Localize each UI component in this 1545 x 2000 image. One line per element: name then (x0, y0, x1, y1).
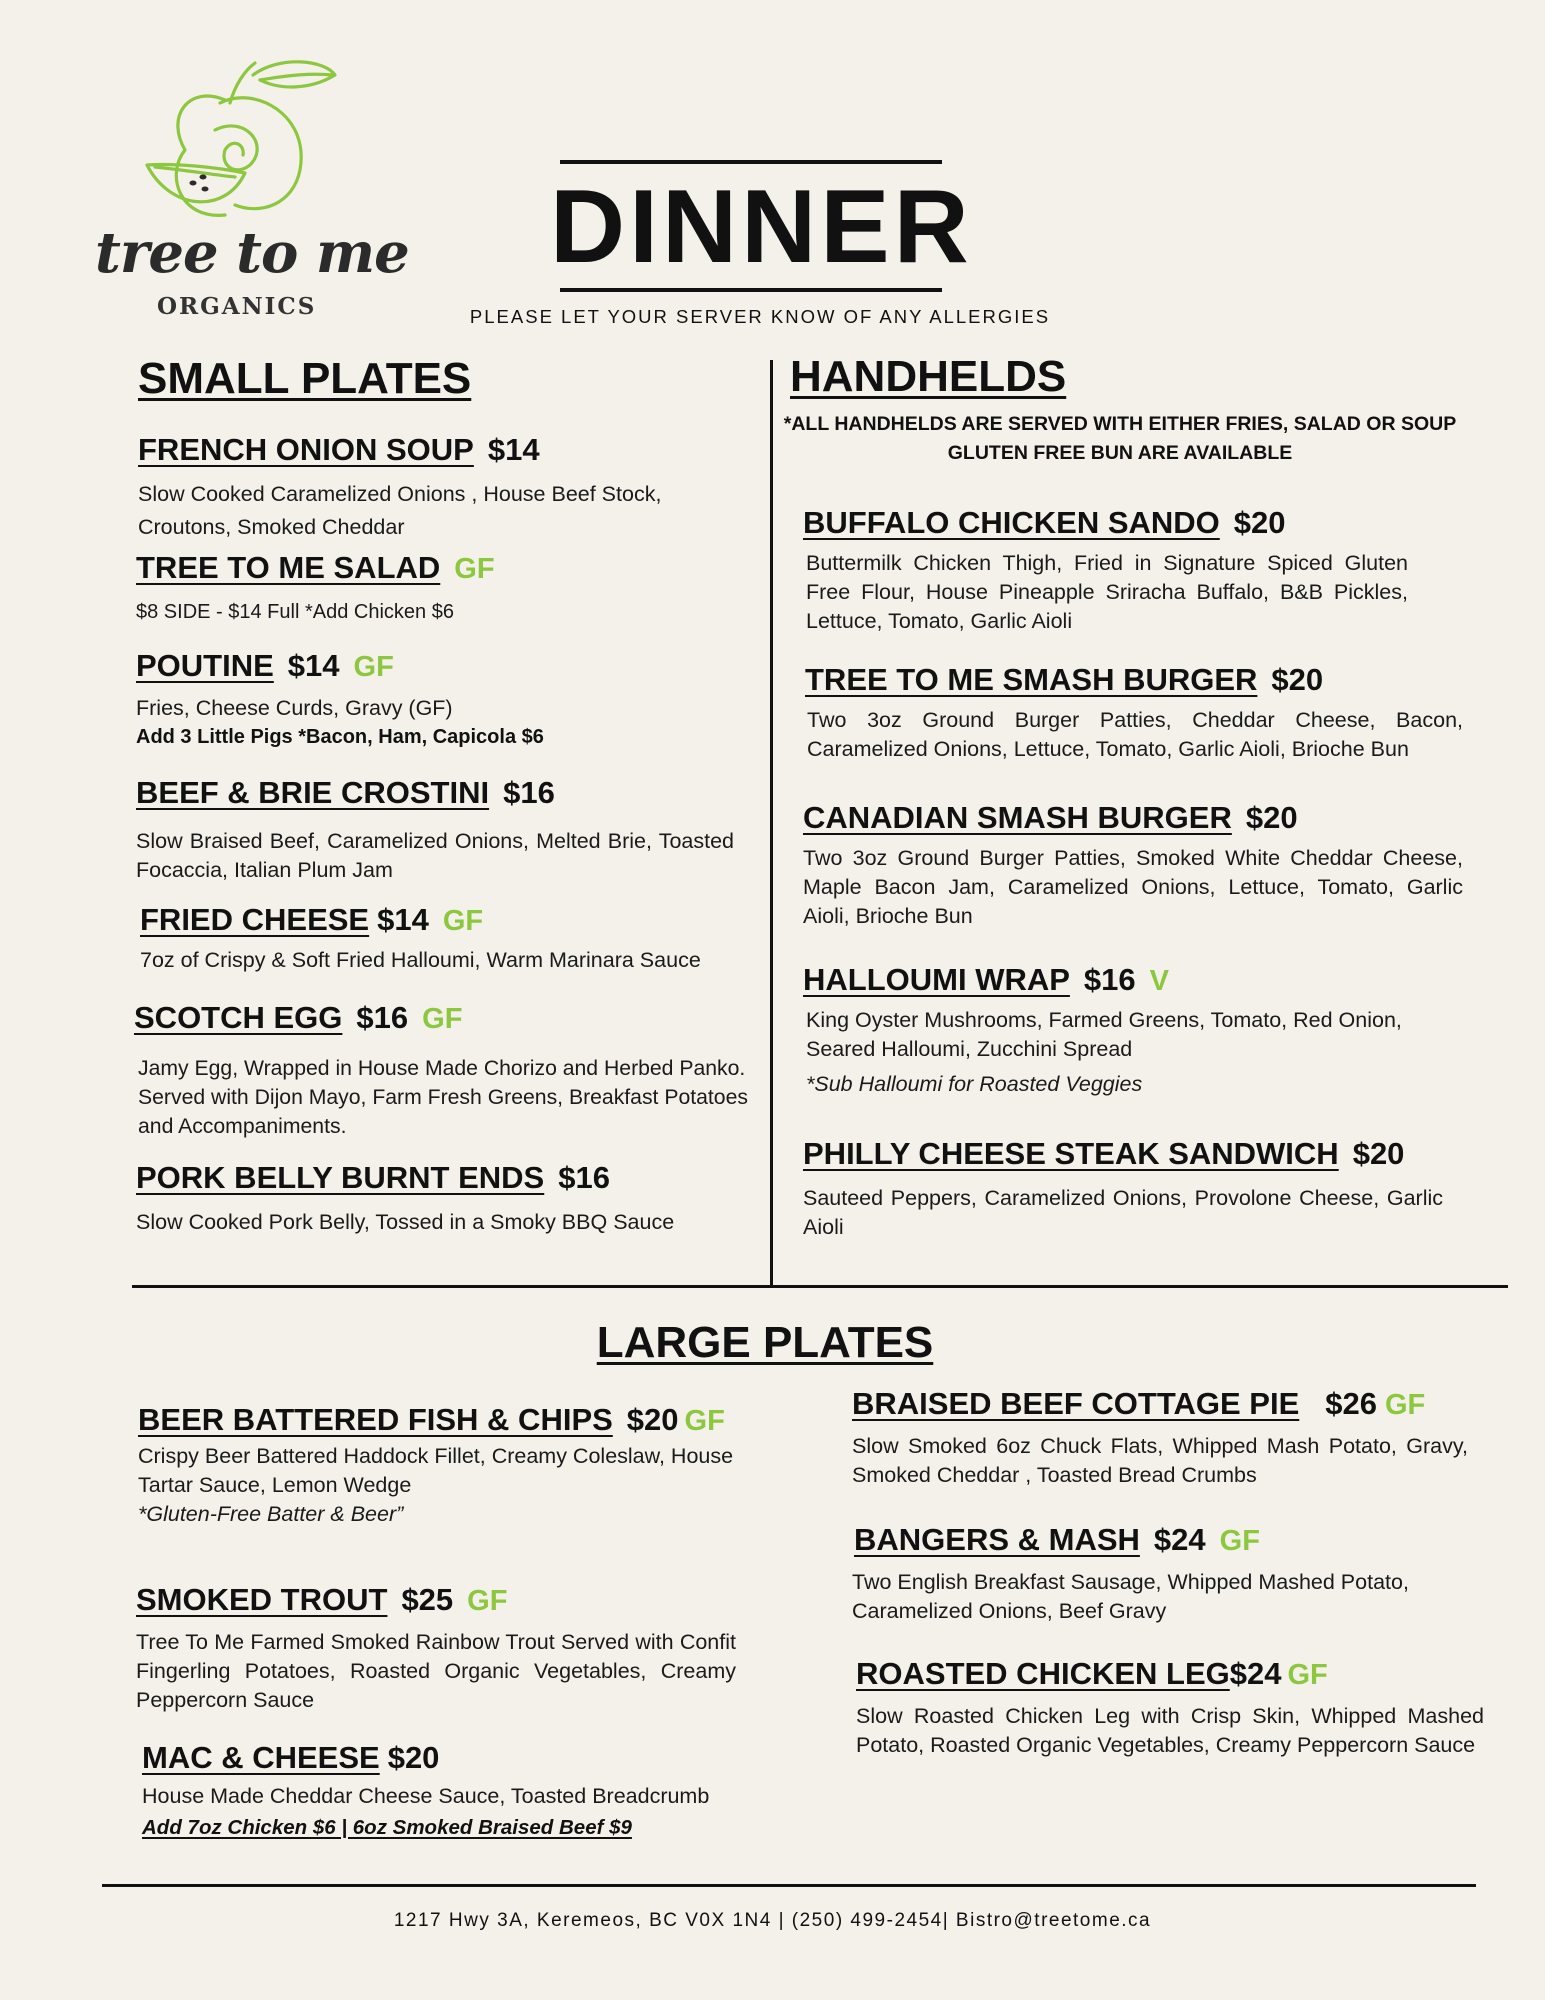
menu-item-smoked-trout (136, 1582, 776, 1715)
item-description: House Made Cheddar Cheese Sauce, Toasted Breadcrumb (142, 1784, 710, 1808)
item-description: Slow Smoked 6oz Chuck Flats, Whipped Mash Potato, Gravy, Smoked Cheddar , Toasted Bread Crumbs (852, 1434, 1468, 1487)
item-price: $20 (387, 1740, 440, 1775)
item-tag: GF (422, 1003, 463, 1035)
item-price: $20 (1233, 505, 1286, 540)
small-plates-heading: SMALL PLATES (138, 354, 472, 403)
item-name: BANGERS & MASH (854, 1522, 1140, 1557)
menu-item-canadian-smash-burger (803, 800, 1468, 931)
menu-item-poutine (136, 648, 756, 752)
menu-item-cottage-pie (852, 1386, 1482, 1490)
logo-script-text: tree to me (95, 220, 409, 286)
item-name: ROASTED CHICKEN LEG (856, 1656, 1230, 1691)
item-description: Slow Cooked Pork Belly, Tossed in a Smoky BBQ Sauce (136, 1210, 675, 1234)
item-price: $20 (1352, 1136, 1405, 1171)
item-price: $20 (1245, 800, 1298, 835)
item-tag: GF (684, 1405, 725, 1437)
logo (95, 55, 409, 325)
item-tag: GF (1384, 1389, 1426, 1421)
menu-item-tree-to-me-salad (136, 550, 756, 627)
item-addon: Add 3 Little Pigs *Bacon, Ham, Capicola $6 (136, 726, 544, 748)
menu-item-halloumi-wrap (803, 962, 1468, 1099)
item-price: $14 (287, 648, 340, 683)
item-description: Crispy Beer Battered Haddock Fillet, Creamy Coleslaw, House Tartar Sauce, Lemon Wedge (138, 1444, 734, 1497)
item-description: Two 3oz Ground Burger Patties, Cheddar Cheese, Bacon, Caramelized Onions, Lettuce, Tomato, Garlic Aioli, Brioche Bun (807, 708, 1463, 761)
item-name: HALLOUMI WRAP (803, 962, 1070, 997)
item-tag: GF (454, 553, 495, 585)
menu-item-mac-and-cheese (142, 1740, 782, 1842)
menu-item-scotch-egg (134, 1000, 764, 1141)
item-description: Tree To Me Farmed Smoked Rainbow Trout Served with Confit Fingerling Potatoes, Roasted Organic Vegetables, Creamy Peppercorn Sauce (136, 1630, 736, 1712)
handhelds-note (780, 410, 1460, 468)
item-name: BUFFALO CHICKEN SANDO (803, 505, 1220, 540)
menu-item-fish-and-chips (138, 1402, 778, 1529)
item-name: FRENCH ONION SOUP (138, 432, 474, 467)
item-name: POUTINE (136, 648, 274, 683)
footer-rule (102, 1884, 1476, 1887)
item-tag: V (1149, 965, 1169, 997)
item-tag: GF (442, 905, 484, 937)
item-description: Fries, Cheese Curds, Gravy (GF) (136, 696, 453, 720)
item-description: Buttermilk Chicken Thigh, Fried in Signature Spiced Gluten Free Flour, House Pineapple Sriracha Buffalo, B&B Pickles, Lettuce, Tomato, Garlic Aioli (806, 551, 1408, 633)
item-description: $8 SIDE - $14 Full *Add Chicken $6 (136, 601, 454, 623)
item-name: FRIED CHEESE (140, 902, 370, 937)
item-price: $20 (626, 1402, 679, 1437)
item-price: $16 (356, 1000, 409, 1035)
item-description: Jamy Egg, Wrapped in House Made Chorizo and Herbed Panko. Served with Dijon Mayo, Farm Fresh Greens, Breakfast Potatoes and Accompaniments. (138, 1057, 748, 1138)
item-name: BRAISED BEEF COTTAGE PIE (852, 1386, 1300, 1421)
item-price: $26 (1325, 1386, 1377, 1421)
item-price: $14 (487, 432, 540, 467)
item-name: SCOTCH EGG (134, 1000, 343, 1035)
item-tag: GF (1287, 1659, 1328, 1691)
column-divider (770, 360, 773, 1285)
item-name: MAC & CHEESE (142, 1740, 380, 1775)
handhelds-note-line1: *ALL HANDHELDS ARE SERVED WITH EITHER FRIES, SALAD OR SOUP (783, 413, 1457, 435)
item-tag: GF (1219, 1525, 1260, 1557)
item-note: *Gluten-Free Batter & Beer” (138, 1502, 404, 1526)
item-name: BEER BATTERED FISH & CHIPS (138, 1402, 613, 1437)
item-price: $14 (377, 902, 429, 937)
menu-item-french-onion-soup (138, 432, 758, 544)
title-rule-top (560, 160, 942, 164)
menu-item-tree-to-me-smash-burger (805, 662, 1465, 764)
allergy-notice: PLEASE LET YOUR SERVER KNOW OF ANY ALLERGIES (469, 306, 1051, 327)
item-price: $24 (1153, 1522, 1206, 1557)
item-description: King Oyster Mushrooms, Farmed Greens, Tomato, Red Onion, Seared Halloumi, Zucchini Spread (806, 1008, 1402, 1061)
title-rule-bottom (560, 288, 942, 292)
item-price: $25 (401, 1582, 454, 1617)
item-price: $20 (1271, 662, 1324, 697)
item-name: SMOKED TROUT (136, 1582, 388, 1617)
item-description: Two English Breakfast Sausage, Whipped Mashed Potato, Caramelized Onions, Beef Gravy (852, 1570, 1409, 1623)
menu-item-philly-cheese-steak (803, 1136, 1468, 1242)
item-description: Slow Cooked Caramelized Onions , House Beef Stock, Croutons, Smoked Cheddar (138, 482, 662, 539)
menu-item-pork-belly-burnt-ends (136, 1160, 766, 1237)
item-name: TREE TO ME SALAD (136, 550, 441, 585)
menu-item-roasted-chicken-leg (856, 1656, 1486, 1760)
item-description: Two 3oz Ground Burger Patties, Smoked White Cheddar Cheese, Maple Bacon Jam, Caramelized Onions, Lettuce, Tomato, Garlic Aioli, Brioche Bun (803, 846, 1463, 928)
item-description: Slow Roasted Chicken Leg with Crisp Skin, Whipped Mashed Potato, Roasted Organic Vegetables, Creamy Peppercorn Sauce (856, 1704, 1484, 1757)
item-name: TREE TO ME SMASH BURGER (805, 662, 1258, 697)
item-description: 7oz of Crispy & Soft Fried Halloumi, Warm Marinara Sauce (140, 948, 701, 972)
item-tag: GF (467, 1585, 508, 1617)
item-note: *Sub Halloumi for Roasted Veggies (806, 1072, 1143, 1096)
item-price: $16 (503, 775, 555, 810)
item-description: Slow Braised Beef, Caramelized Onions, Melted Brie, Toasted Focaccia, Italian Plum Jam (136, 829, 734, 882)
logo-sub-text: ORGANICS (157, 293, 317, 320)
large-plates-heading: LARGE PLATES (596, 1318, 934, 1367)
section-divider (132, 1285, 1508, 1288)
item-name: CANADIAN SMASH BURGER (803, 800, 1232, 835)
menu-item-bangers-and-mash (854, 1522, 1484, 1626)
menu-item-beef-brie-crostini (136, 775, 756, 885)
item-description: Sauteed Peppers, Caramelized Onions, Provolone Cheese, Garlic Aioli (803, 1186, 1443, 1239)
item-tag: GF (353, 651, 394, 683)
item-price: $16 (1083, 962, 1136, 997)
item-name: BEEF & BRIE CROSTINI (136, 775, 490, 810)
item-addon: Add 7oz Chicken $6 | 6oz Smoked Braised Beef $9 (142, 1816, 632, 1839)
menu-item-fried-cheese (140, 902, 760, 975)
item-name: PORK BELLY BURNT ENDS (136, 1160, 545, 1195)
item-price: $24 (1229, 1656, 1282, 1691)
page-title: DINNER (550, 169, 973, 285)
handhelds-note-line2: GLUTEN FREE BUN ARE AVAILABLE (947, 442, 1293, 464)
item-name: PHILLY CHEESE STEAK SANDWICH (803, 1136, 1339, 1171)
handhelds-heading: HANDHELDS (790, 352, 1067, 401)
footer-contact: 1217 Hwy 3A, Keremeos, BC V0X 1N4 | (250) 499-2454| Bistro@treetome.ca (393, 1910, 1152, 1931)
menu-item-buffalo-chicken-sando (803, 505, 1463, 636)
item-price: $16 (558, 1160, 610, 1195)
